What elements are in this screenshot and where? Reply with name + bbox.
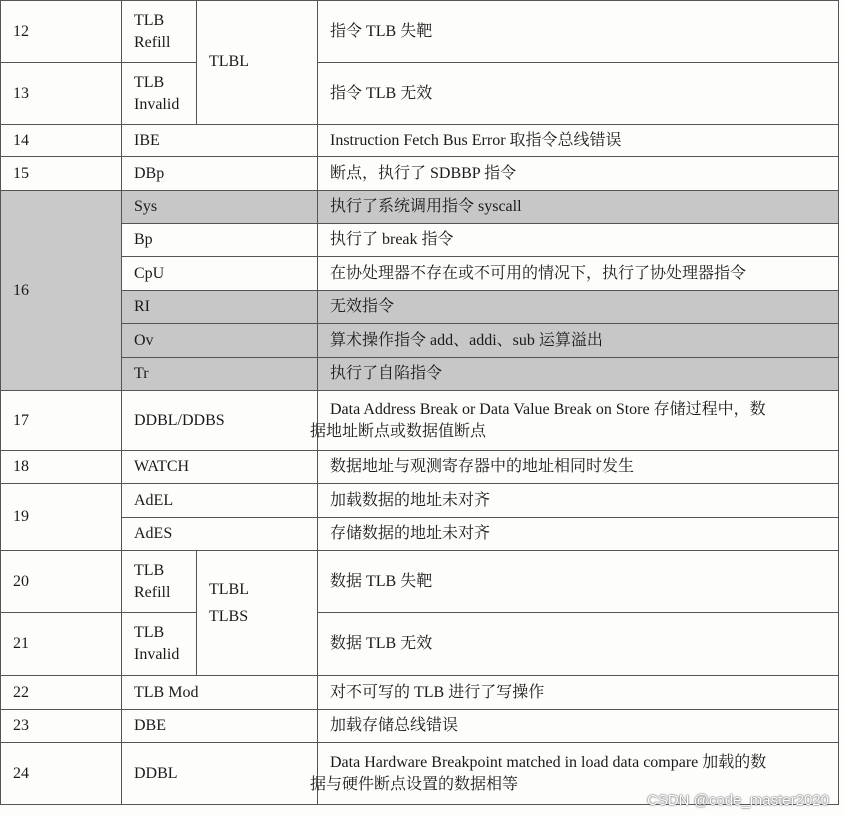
exc-name-line2: Refill xyxy=(134,33,171,51)
exc-desc: 执行了自陷指令 xyxy=(318,358,839,391)
table-row xyxy=(1,1,839,63)
exc-desc: 对不可写的 TLB 进行了写操作 xyxy=(318,676,839,710)
exc-desc: 断点，执行了 SDBBP 指令 xyxy=(318,157,839,191)
exc-name-line2: Refill xyxy=(134,583,171,601)
table-row xyxy=(1,191,839,224)
exc-code: 24 xyxy=(1,743,122,805)
table-row xyxy=(1,613,839,676)
exc-desc: Instruction Fetch Bus Error 取指令总线错误 xyxy=(318,125,839,157)
exc-name-line1: TLB xyxy=(134,73,165,91)
exc-name: Ov xyxy=(122,324,318,358)
exc-name xyxy=(122,63,197,125)
exc-name xyxy=(122,1,197,63)
exc-name: WATCH xyxy=(122,451,318,484)
exc-name: AdEL xyxy=(122,484,318,518)
watermark: CSDN @code_master2020 xyxy=(647,792,829,809)
table-row xyxy=(1,484,839,518)
exc-name-line1: TLB xyxy=(134,561,165,579)
exc-code: 20 xyxy=(1,551,122,613)
exc-name: Sys xyxy=(122,191,318,224)
exc-name-line2: Invalid xyxy=(134,95,180,113)
table-row xyxy=(1,224,839,257)
exc-desc: 在协处理器不存在或不可用的情况下，执行了协处理器指令 xyxy=(318,257,839,291)
exc-name: DBE xyxy=(122,710,318,743)
table-row xyxy=(1,710,839,743)
table-row xyxy=(1,358,839,391)
table-row xyxy=(1,125,839,157)
exc-name: DDBL/DDBS xyxy=(122,391,318,451)
exc-subtype-line2: TLBS xyxy=(209,608,249,625)
exc-code: 12 xyxy=(1,1,122,63)
exc-code: 22 xyxy=(1,676,122,710)
exc-desc: 存储数据的地址未对齐 xyxy=(318,518,839,551)
exc-name-line1: TLB xyxy=(134,624,165,641)
exc-desc xyxy=(310,391,839,451)
exc-desc: 数据 TLB 无效 xyxy=(318,613,839,676)
table-row xyxy=(1,257,839,291)
exc-subtype-line1: TLBL xyxy=(209,581,249,598)
exc-name xyxy=(122,613,197,676)
exc-name: CpU xyxy=(122,257,318,291)
exc-name: RI xyxy=(122,291,318,324)
exc-desc: 算术操作指令 add、addi、sub 运算溢出 xyxy=(318,324,839,358)
exc-code: 17 xyxy=(1,391,122,451)
exc-name: AdES xyxy=(122,518,318,551)
exc-desc-line1: Data Hardware Breakpoint matched in load data compare 加载的数 xyxy=(330,753,767,771)
table-row xyxy=(1,518,839,551)
exc-subtype: TLBL xyxy=(197,1,318,125)
table-row xyxy=(1,291,839,324)
table-row xyxy=(1,551,839,613)
exc-name: Tr xyxy=(122,358,318,391)
exc-name: IBE xyxy=(122,125,318,157)
exc-desc: 数据 TLB 失靶 xyxy=(318,551,839,613)
exc-desc: 加载存储总线错误 xyxy=(318,710,839,743)
exc-code: 16 xyxy=(1,191,122,391)
exc-desc: 指令 TLB 失靶 xyxy=(318,1,839,63)
exc-name: Bp xyxy=(122,224,318,257)
exc-desc: 执行了系统调用指令 syscall xyxy=(318,191,839,224)
table-row xyxy=(1,451,839,484)
exc-desc: 加载数据的地址未对齐 xyxy=(318,484,839,518)
exc-name: TLB Mod xyxy=(122,676,318,710)
exc-name: DDBL xyxy=(122,743,318,805)
table-row xyxy=(1,324,839,358)
exc-desc-line2: 据与硬件断点设置的数据相等 xyxy=(310,775,519,793)
table-row xyxy=(1,391,839,451)
table-row xyxy=(1,157,839,191)
exc-name xyxy=(122,551,197,613)
exc-code: 15 xyxy=(1,157,122,191)
exc-desc: 无效指令 xyxy=(318,291,839,324)
table-row xyxy=(1,63,839,125)
exc-code: 14 xyxy=(1,125,122,157)
exc-desc: 指令 TLB 无效 xyxy=(318,63,839,125)
exc-name-line1: TLB xyxy=(134,11,165,29)
exc-desc-line1: Data Address Break or Data Value Break on Store 存储过程中，数 xyxy=(330,400,766,418)
exc-code: 19 xyxy=(1,484,122,551)
exc-code: 21 xyxy=(1,613,122,676)
exc-name-line2: Invalid xyxy=(134,646,180,663)
table-row xyxy=(1,676,839,710)
exc-desc-line2: 据地址断点或数据值断点 xyxy=(310,422,487,440)
exc-name: DBp xyxy=(122,157,318,191)
exc-desc: 数据地址与观测寄存器中的地址相同时发生 xyxy=(318,451,839,484)
exc-code: 13 xyxy=(1,63,122,125)
exc-subtype xyxy=(197,551,318,676)
exc-code: 18 xyxy=(1,451,122,484)
exc-desc: 执行了 break 指令 xyxy=(318,224,839,257)
exc-code: 23 xyxy=(1,710,122,743)
